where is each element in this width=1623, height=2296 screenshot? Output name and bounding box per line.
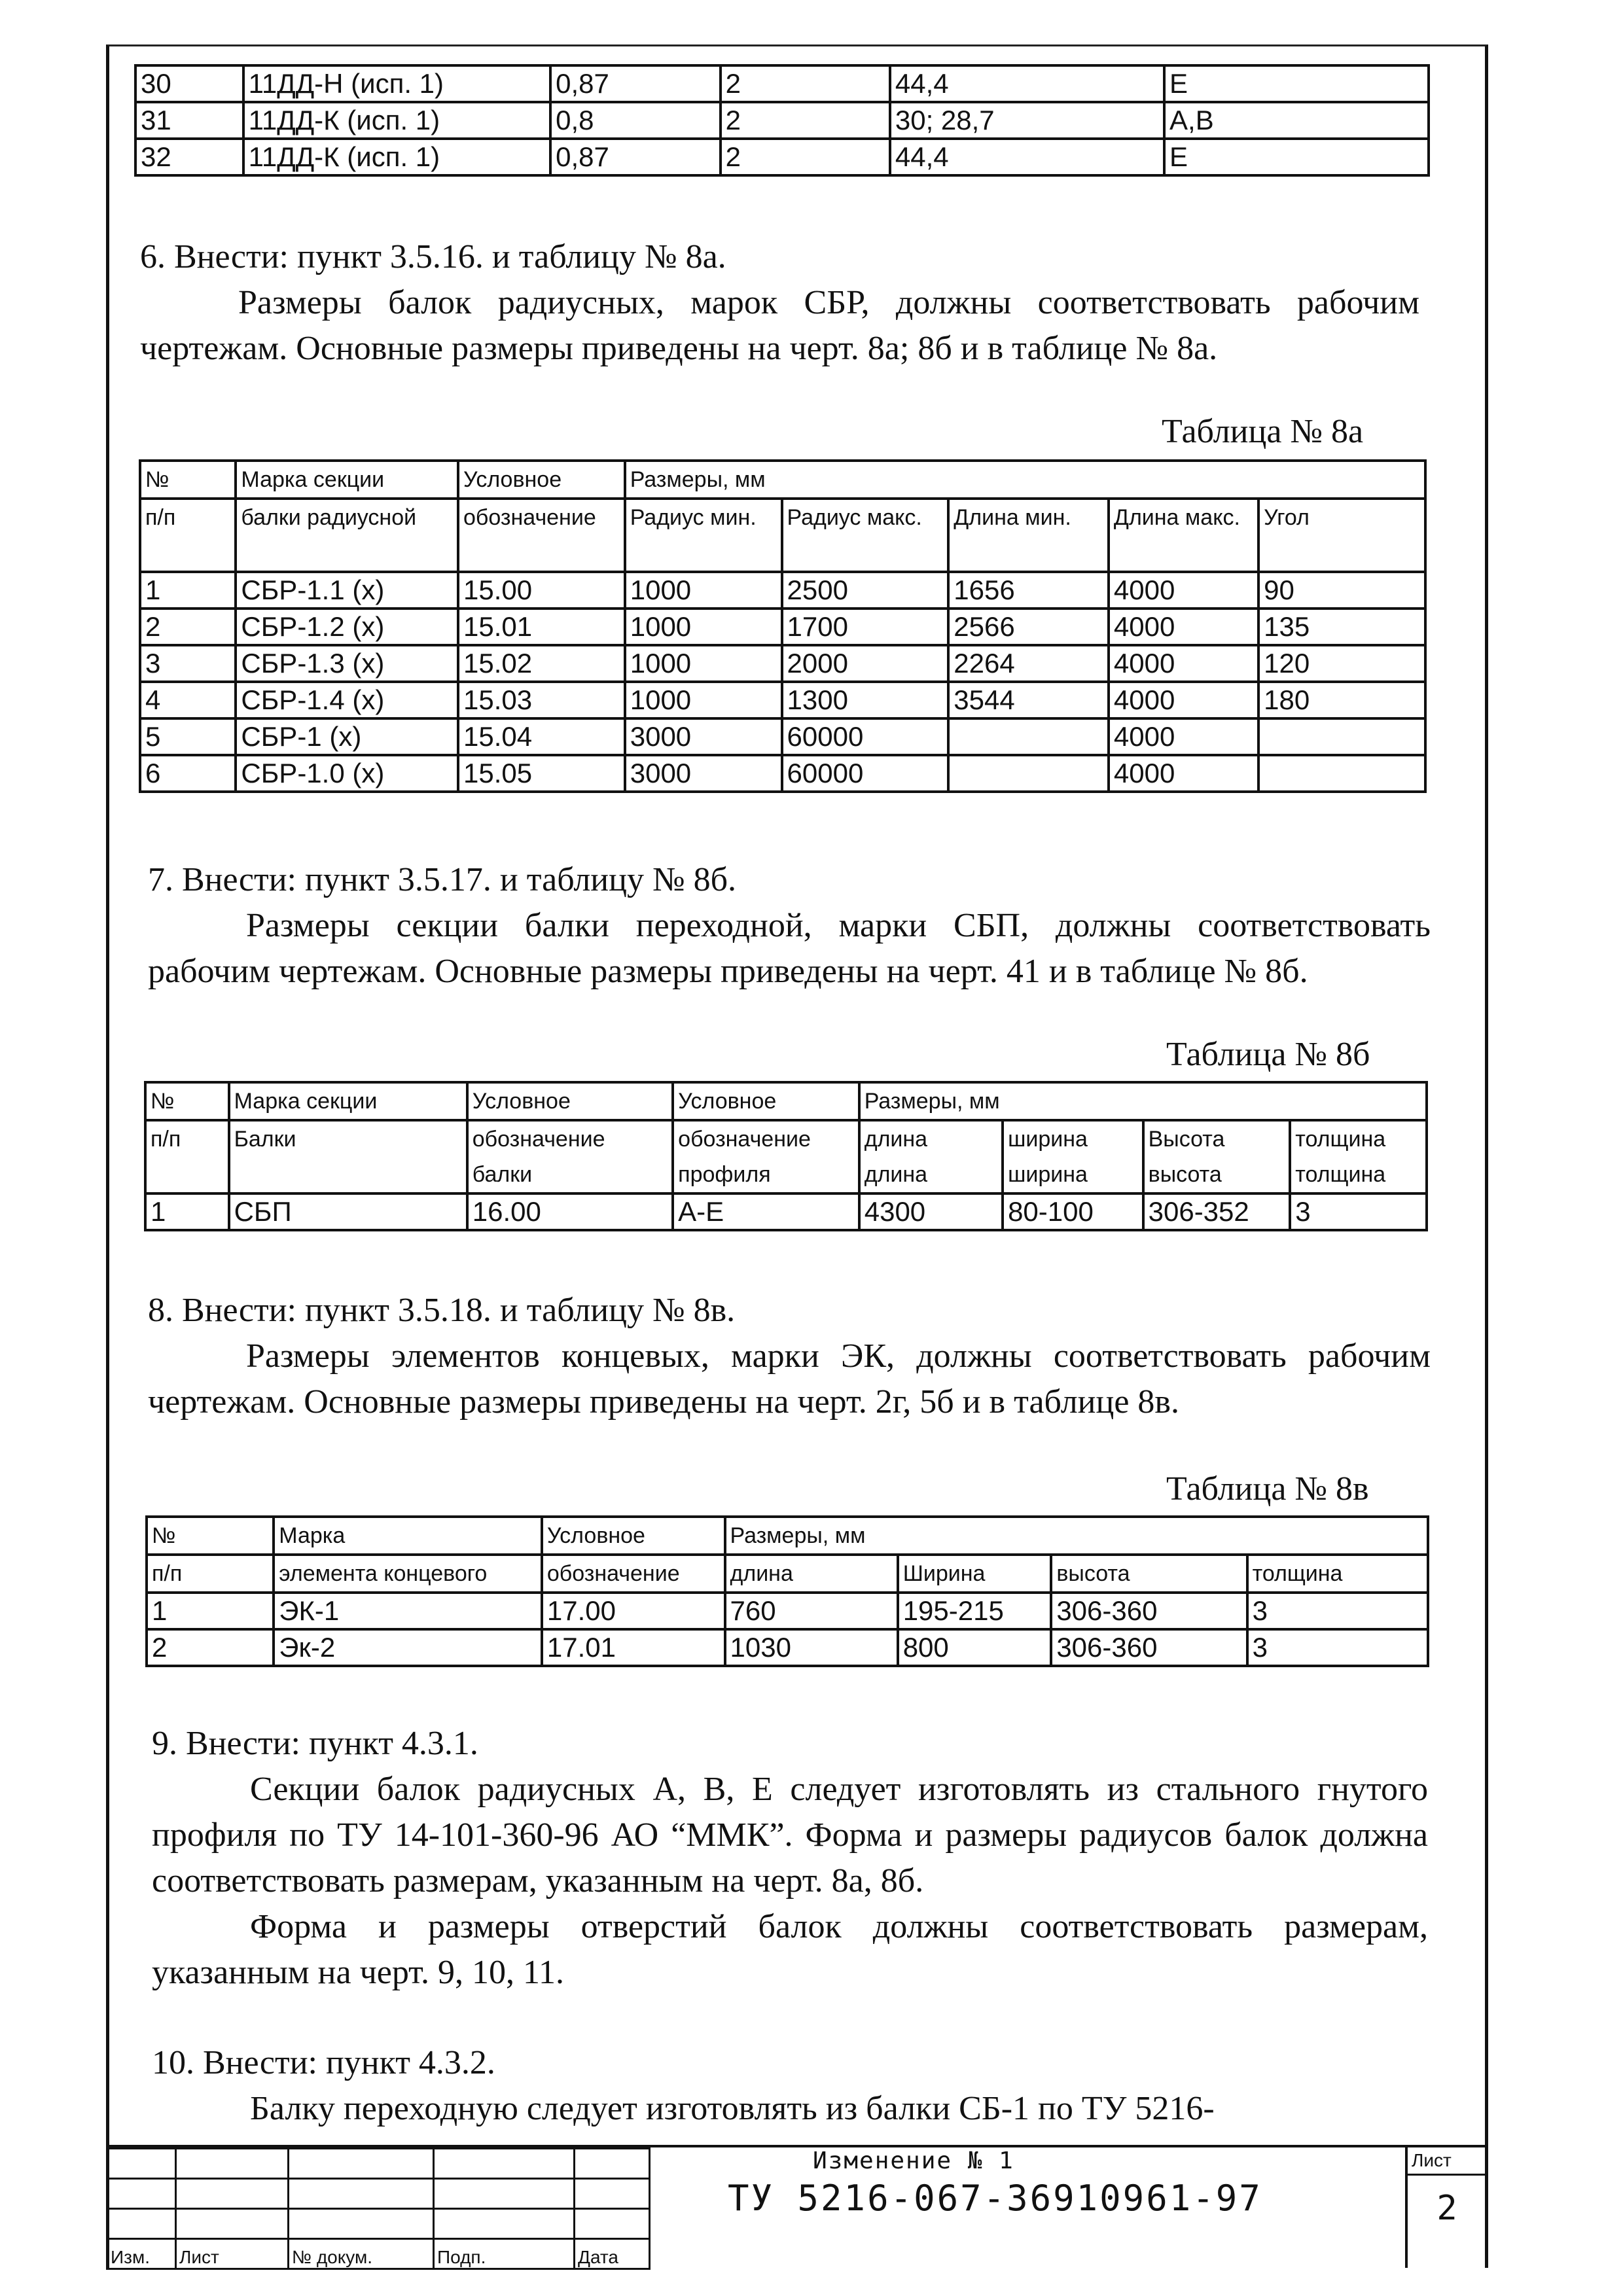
table-cell: 44,4 <box>890 65 1164 102</box>
stamp-sheet-box <box>1405 2147 1486 2268</box>
t8v-h2-num: п/п <box>147 1555 274 1593</box>
table-cell: 15.03 <box>458 682 625 718</box>
section9-body1: Секции балок радиусных А, В, Е следует изготовлять из стального гнутого профиля по ТУ 14-101-360-96 АО “ММК”. Форма и размеры радиусов балок должна соответствовать размерам, указанным на черт. 8а, 8б. <box>152 1771 1428 1899</box>
table-cell: 16.00 <box>467 1193 673 1230</box>
table8v-caption: Таблица № 8в <box>1166 1470 1369 1508</box>
table-cell: 4000 <box>1109 682 1258 718</box>
table-8v-body <box>147 1593 1428 1666</box>
t8b-h2-cond2: обозначение профиля <box>673 1120 859 1193</box>
table-cell: 1030 <box>725 1629 898 1666</box>
table-cell: 1700 <box>782 609 949 645</box>
table-cell: 0,87 <box>550 65 720 102</box>
table-cell: 3000 <box>625 718 782 755</box>
table-row <box>135 139 1429 175</box>
section9-heading: 9. Внести: пункт 4.3.1. <box>152 1725 478 1762</box>
top-table <box>134 64 1430 177</box>
table-cell: СБР-1.4 (х) <box>236 682 458 718</box>
table-cell: 17.01 <box>542 1629 725 1666</box>
t8b-h2-cond1: обозначение балки <box>467 1120 673 1193</box>
t8a-h2-rmin: Радиус мин. <box>625 499 782 572</box>
table-cell: 760 <box>725 1593 898 1629</box>
table-cell <box>948 718 1109 755</box>
table8b-caption: Таблица № 8б <box>1166 1036 1370 1073</box>
table-cell: 195-215 <box>898 1593 1052 1629</box>
table-cell: 306-352 <box>1143 1193 1291 1230</box>
table-cell: 1 <box>145 1193 229 1230</box>
t8b-h1-num: № <box>145 1082 229 1120</box>
table-cell: 4000 <box>1109 609 1258 645</box>
t8v-h1-mark: Марка <box>274 1517 542 1555</box>
table-cell: 1 <box>140 572 236 609</box>
section10-body: Балку переходную следует изготовлять из балки СБ-1 по ТУ 5216- <box>250 2090 1215 2127</box>
table-cell: 3544 <box>948 682 1109 718</box>
t8a-h2-lmin: Длина мин. <box>948 499 1109 572</box>
table-cell: 3 <box>140 645 236 682</box>
table-row <box>147 1593 1428 1629</box>
t8b-h2-num: п/п <box>145 1120 229 1193</box>
t8v-h2-width: Ширина <box>898 1555 1052 1593</box>
table-row <box>135 102 1429 139</box>
table-cell: 60000 <box>782 718 949 755</box>
table-cell: 1 <box>147 1593 274 1629</box>
table-cell: 2 <box>721 102 890 139</box>
t8b-h2-thick: толщина толщина <box>1290 1120 1427 1193</box>
table-cell: Е <box>1164 65 1429 102</box>
table-cell: 135 <box>1258 609 1425 645</box>
table-cell: 180 <box>1258 682 1425 718</box>
table-cell: 44,4 <box>890 139 1164 175</box>
table-cell: СБР-1 (х) <box>236 718 458 755</box>
t8b-h1-cond2: Условное <box>673 1082 859 1120</box>
table-cell: 4000 <box>1109 572 1258 609</box>
table-cell: 306-360 <box>1051 1593 1247 1629</box>
table-row <box>140 755 1425 792</box>
table-cell: 6 <box>140 755 236 792</box>
table-cell: 3 <box>1247 1593 1428 1629</box>
table-cell: 1000 <box>625 572 782 609</box>
table-row <box>147 1629 1428 1666</box>
table-8a <box>139 459 1427 793</box>
table-cell: 1000 <box>625 682 782 718</box>
table-cell: 120 <box>1258 645 1425 682</box>
table-cell <box>1258 755 1425 792</box>
table-cell: 306-360 <box>1051 1629 1247 1666</box>
top-table-body <box>135 65 1429 175</box>
table-cell: 1656 <box>948 572 1109 609</box>
table-cell: 2 <box>721 65 890 102</box>
table-cell: А,В <box>1164 102 1429 139</box>
t8v-h1-cond: Условное <box>542 1517 725 1555</box>
stamp-label-list: Лист <box>176 2239 289 2269</box>
table-cell: 60000 <box>782 755 949 792</box>
t8b-h1-cond1: Условное <box>467 1082 673 1120</box>
table-row <box>140 645 1425 682</box>
table-cell: 2 <box>140 609 236 645</box>
section7-heading: 7. Внести: пункт 3.5.17. и таблицу № 8б. <box>148 861 737 898</box>
table-row <box>140 572 1425 609</box>
table-cell: 1300 <box>782 682 949 718</box>
stamp-code: ТУ 5216-067-36910961-97 <box>728 2178 1262 2219</box>
table-cell: 2566 <box>948 609 1109 645</box>
table-cell: 2 <box>147 1629 274 1666</box>
table-cell: 11ДД-Н (исп. 1) <box>243 65 550 102</box>
t8a-h1-sizes: Размеры, мм <box>625 461 1425 499</box>
t8b-h1-mark: Марка секции <box>229 1082 467 1120</box>
section9-body2: Форма и размеры отверстий балок должны соответствовать размерам, указанным на черт. 9, 10, 11. <box>152 1908 1428 1991</box>
section7-body: Размеры секции балки переходной, марки СБП, должны соответствовать рабочим чертежам. Основные размеры приведены на черт. 41 и в таблице № 8б. <box>148 907 1431 990</box>
t8b-h2-len: длина длина <box>859 1120 1003 1193</box>
t8v-h1-num: № <box>147 1517 274 1555</box>
stamp-sheet-label: Лист <box>1408 2147 1486 2176</box>
t8b-h2-height: Высота высота <box>1143 1120 1291 1193</box>
table-row <box>140 718 1425 755</box>
table-cell: 800 <box>898 1629 1052 1666</box>
table-cell: 15.00 <box>458 572 625 609</box>
t8a-h2-num: п/п <box>140 499 236 572</box>
table-cell: СБР-1.0 (х) <box>236 755 458 792</box>
table-cell: 2000 <box>782 645 949 682</box>
table-cell: 11ДД-К (исп. 1) <box>243 139 550 175</box>
table-cell: 2 <box>721 139 890 175</box>
table-cell: ЭК-1 <box>274 1593 542 1629</box>
t8v-h2-cond: обозначение <box>542 1555 725 1593</box>
t8a-h1-num: № <box>140 461 236 499</box>
table-cell: 15.02 <box>458 645 625 682</box>
table-cell: 5 <box>140 718 236 755</box>
section6-heading: 6. Внести: пункт 3.5.16. и таблицу № 8а. <box>140 238 726 275</box>
section8-heading: 8. Внести: пункт 3.5.18. и таблицу № 8в. <box>148 1292 736 1329</box>
table-cell: 30; 28,7 <box>890 102 1164 139</box>
table-cell: СБР-1.1 (х) <box>236 572 458 609</box>
table-cell: СБР-1.2 (х) <box>236 609 458 645</box>
stamp-label-izm: Изм. <box>107 2239 176 2269</box>
t8a-h1-mark: Марка секции <box>236 461 458 499</box>
t8a-h2-angle: Угол <box>1258 499 1425 572</box>
t8b-h2-mark: Балки <box>229 1120 467 1193</box>
table-cell: СБР-1.3 (х) <box>236 645 458 682</box>
stamp-label-sign: Подп. <box>434 2239 575 2269</box>
stamp <box>106 2145 1488 2268</box>
table-8b <box>144 1081 1428 1231</box>
table-cell: 4 <box>140 682 236 718</box>
t8a-h2-rmax: Радиус макс. <box>782 499 949 572</box>
table-cell: 90 <box>1258 572 1425 609</box>
section6-body: Размеры балок радиусных, марок СБР, должны соответствовать рабочим чертежам. Основные размеры приведены на черт. 8а; 8б и в таблице № 8а. <box>140 284 1419 367</box>
section8-body: Размеры элементов концевых, марки ЭК, должны соответствовать рабочим чертежам. Основные размеры приведены на черт. 2г, 5б и в таблице 8в. <box>148 1337 1431 1421</box>
t8v-h2-thick: толщина <box>1247 1555 1428 1593</box>
table-cell: Эк-2 <box>274 1629 542 1666</box>
table-cell: 2264 <box>948 645 1109 682</box>
table-cell: 15.01 <box>458 609 625 645</box>
table-cell: СБП <box>229 1193 467 1230</box>
stamp-sheet-number: 2 <box>1436 2189 1457 2228</box>
t8a-h1-cond: Условное <box>458 461 625 499</box>
table-8a-body <box>140 572 1425 792</box>
table-cell: 3000 <box>625 755 782 792</box>
table-cell: 4000 <box>1109 718 1258 755</box>
section10-heading: 10. Внести: пункт 4.3.2. <box>152 2044 495 2081</box>
table-cell: 30 <box>135 65 243 102</box>
table-cell <box>948 755 1109 792</box>
table-row <box>140 609 1425 645</box>
table-cell: 0,87 <box>550 139 720 175</box>
t8b-h2-width: ширина ширина <box>1003 1120 1143 1193</box>
table-cell: 3 <box>1290 1193 1427 1230</box>
table-cell: 3 <box>1247 1629 1428 1666</box>
table-cell: Е <box>1164 139 1429 175</box>
table-cell: 32 <box>135 139 243 175</box>
t8v-h2-height: высота <box>1051 1555 1247 1593</box>
t8a-h2-cond: обозначение <box>458 499 625 572</box>
table-cell: 0,8 <box>550 102 720 139</box>
table-cell: 31 <box>135 102 243 139</box>
t8b-h1-sizes: Размеры, мм <box>859 1082 1427 1120</box>
table-cell: 4300 <box>859 1193 1003 1230</box>
stamp-change: Изменение № 1 <box>813 2147 1014 2174</box>
t8v-h2-mark: элемента концевого <box>274 1555 542 1593</box>
table-cell: 17.00 <box>542 1593 725 1629</box>
stamp-label-date: Дата <box>575 2239 650 2269</box>
table-row <box>140 682 1425 718</box>
table-cell: 2500 <box>782 572 949 609</box>
t8a-h2-lmax: Длина макс. <box>1109 499 1258 572</box>
table-8v <box>145 1515 1429 1667</box>
t8a-h2-mark: балки радиусной <box>236 499 458 572</box>
table-8b-body <box>145 1193 1427 1230</box>
table-row <box>145 1193 1427 1230</box>
table-cell: 4000 <box>1109 755 1258 792</box>
t8v-h2-len: длина <box>725 1555 898 1593</box>
table-cell: 80-100 <box>1003 1193 1143 1230</box>
table-row <box>135 65 1429 102</box>
table-cell: 1000 <box>625 609 782 645</box>
table8a-caption: Таблица № 8а <box>1162 413 1364 450</box>
stamp-label-doc: № докум. <box>289 2239 434 2269</box>
table-cell: А-Е <box>673 1193 859 1230</box>
table-cell: 11ДД-К (исп. 1) <box>243 102 550 139</box>
table-cell: 15.04 <box>458 718 625 755</box>
table-cell: 1000 <box>625 645 782 682</box>
t8v-h1-sizes: Размеры, мм <box>725 1517 1428 1555</box>
table-cell: 4000 <box>1109 645 1258 682</box>
table-cell <box>1258 718 1425 755</box>
table-cell: 15.05 <box>458 755 625 792</box>
